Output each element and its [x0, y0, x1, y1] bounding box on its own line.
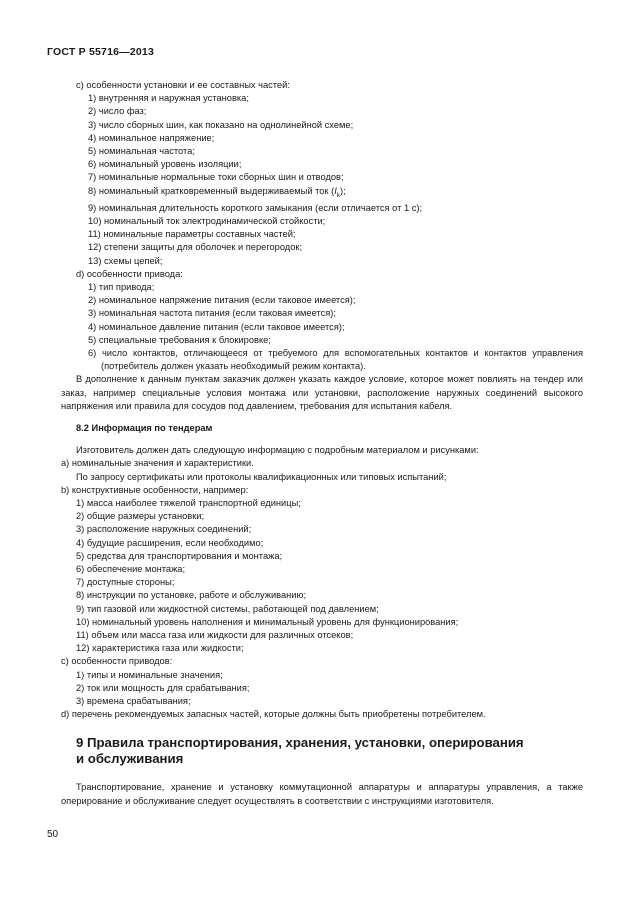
- list-item-tail: );: [340, 185, 346, 196]
- list-item: 5) средства для транспортирования и монтажа;: [76, 550, 283, 561]
- list-title-drive-features: d) особенности привода:: [76, 268, 183, 279]
- list-item: 1) масса наиболее тяжелой транспортной единицы;: [76, 497, 301, 508]
- list-title-installation-features: с) особенности установки и ее составных частей:: [76, 80, 290, 90]
- list-item: 4) номинальное давление питания (если таковое имеется);: [88, 321, 345, 332]
- list-item: 8) инструкции по установке, работе и обслуживанию;: [76, 590, 307, 601]
- list-item: 6) обеспечение монтажа;: [76, 563, 186, 574]
- list-item: 4) будущие расширения, если необходимо;: [76, 537, 264, 548]
- list-item: 2) номинальное напряжение питания (если таковое имеется);: [88, 295, 356, 306]
- list-item: 11) номинальные параметры составных частей;: [88, 229, 296, 240]
- list-item: d) перечень рекомендуемых запасных частей, которые должны быть приобретены потребителем.: [61, 709, 486, 720]
- document-code-header: ГОСТ Р 55716—2013: [47, 46, 155, 58]
- list-item: 2) число фаз;: [88, 106, 147, 117]
- list-item: 6) номинальный уровень изоляции;: [88, 159, 242, 170]
- list-item-note: По запросу сертификаты или протоколы квалификационных или типовых испытаний;: [76, 471, 447, 482]
- current-symbol: I: [334, 185, 337, 196]
- list-item: 1) внутренняя и наружная установка;: [88, 93, 249, 104]
- list-item: 7) номинальные нормальные токи сборных шин и отводов;: [88, 172, 344, 183]
- list-title-design-features: b) конструктивные особенности, например:: [61, 484, 249, 495]
- list-item: 9) тип газовой или жидкостной системы, работающей под давлением;: [76, 603, 379, 614]
- list-item: 3) расположение наружных соединений;: [76, 524, 252, 535]
- list-item: 6) число контактов, отличающееся от требуемого для вспомогательных контактов и контактов управления (потребитель должен указать необходимый режим контакта).: [88, 347, 583, 372]
- list-item: 9) номинальная длительность короткого замыкания (если отличается от 1 с);: [88, 202, 423, 213]
- list-item: 3) номинальная частота питания (если таковая имеется);: [88, 308, 336, 319]
- list-item: 7) доступные стороны;: [76, 577, 175, 588]
- section-heading-9: [61, 735, 583, 767]
- heading-line: 9 Правила транспортирования, хранения, установки, оперирования: [76, 735, 524, 751]
- list-item: 5) специальные требования к блокировке;: [88, 334, 271, 345]
- heading-line: и обслуживания: [76, 751, 184, 767]
- list-item: 13) схемы цепей;: [88, 255, 163, 266]
- list-item: 5) номинальная частота;: [88, 146, 195, 157]
- section-intro: Изготовитель должен дать следующую информацию с подробным материалом и рисунками:: [76, 445, 479, 456]
- list-item-text: 8) номинальный кратковременный выдерживаемый ток (: [88, 185, 335, 196]
- list-item: 4) номинальное напряжение;: [88, 132, 215, 143]
- list-item: 12) характеристика газа или жидкости;: [76, 643, 244, 654]
- list-title-drives: с) особенности приводов:: [61, 656, 173, 667]
- list-item: а) номинальные значения и характеристики.: [61, 458, 254, 469]
- page-number: 50: [47, 829, 59, 840]
- list-item: 11) объем или масса газа или жидкости для различных отсеков;: [76, 629, 354, 640]
- list-item: 2) общие размеры установки;: [76, 511, 205, 522]
- list-item: 10) номинальный ток электродинамической стойкости;: [88, 215, 326, 226]
- list-item: 1) тип привода;: [88, 281, 155, 292]
- list-item: 2) ток или мощность для срабатывания;: [76, 682, 250, 693]
- section-heading-8-2: 8.2 Информация по тендерам: [76, 422, 213, 433]
- list-item: 3) число сборных шин, как показано на однолинейной схеме;: [88, 119, 354, 130]
- list-item: 1) типы и номинальные значения;: [76, 669, 223, 680]
- section-9-paragraph: Транспортирование, хранение и установку коммутационной аппаратуры и аппаратуры управления, а также оперирование и обслуживание следует осуществлять в соответствии с инструкциями изготовителя.: [61, 782, 583, 806]
- page-body: [61, 79, 583, 808]
- closing-paragraph: В дополнение к данным пунктам заказчик должен указать каждое условие, которое может повлиять на тендер или заказ, например специальные условия монтажа или установки, расположение наружных соединений высокого напряжения или правила для сосудов под давлением, требования для испытания кабеля.: [61, 374, 583, 411]
- list-item: 12) степени защиты для оболочек и перегородок;: [88, 242, 303, 253]
- list-item: [61, 185, 583, 202]
- list-item: 10) номинальный уровень наполнения и минимальный уровень для функционирования;: [76, 616, 459, 627]
- current-subscript: k: [336, 191, 341, 199]
- list-item: 3) времена срабатывания;: [76, 696, 191, 706]
